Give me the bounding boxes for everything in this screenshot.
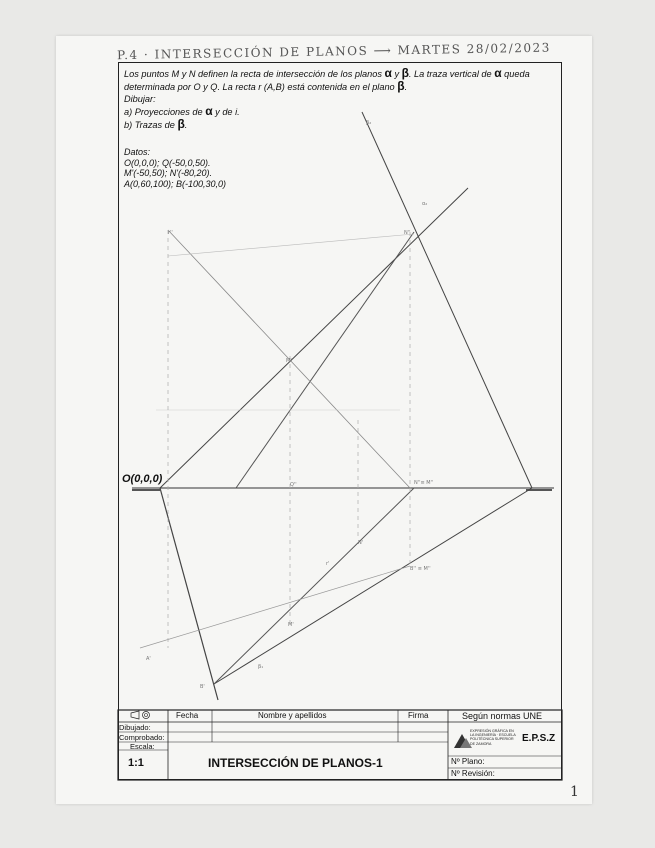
label-r2: r'' <box>168 230 173 236</box>
drawing-title: INTERSECCIÓN DE PLANOS-1 <box>208 756 383 770</box>
label-bq: B'' ≡ M'' <box>410 566 431 572</box>
problem-statement: Los puntos M y N definen la recta de intersección de los planos α y β. La traza vertical de α queda determinada por O y Q. La recta r (A,B) está contenida en el plano β. Dibujar: a) Proyecciones de α y de i. b) Trazas de β. <box>124 66 530 131</box>
label-q: Q'' <box>290 482 297 488</box>
label-r1: r' <box>326 561 330 567</box>
col-firma: Firma <box>408 711 429 720</box>
item-a: a) Proyecciones de <box>124 107 203 117</box>
datos-line1: O(0,0,0); Q(-50,0,50). <box>124 157 211 168</box>
alpha-symbol-3: α <box>205 104 213 118</box>
label-n1: N' <box>358 540 364 546</box>
statement-y: y <box>394 69 400 79</box>
alpha-symbol: α <box>384 66 392 80</box>
statement-line1-a: Los puntos M y N definen la recta de intersección de los planos <box>124 69 382 79</box>
comprobado-label: Comprobado: <box>119 733 165 742</box>
beta-symbol: β <box>401 66 409 80</box>
label-b1p: B' <box>200 684 205 690</box>
col-normas: Según normas UNE <box>462 711 543 721</box>
col-nombre: Nombre y apellidos <box>258 711 327 720</box>
item-b: b) Trazas de <box>124 120 175 130</box>
label-a1: A' <box>146 656 151 662</box>
projection-symbol-icon <box>131 711 139 719</box>
datos-line2: M'(-50,50); N'(-80,20). <box>124 168 212 178</box>
label-a2: α₂ <box>422 201 428 207</box>
label-n2: N'' <box>404 230 411 236</box>
handwritten-heading: P.4 · INTERSECCIÓN DE PLANOS ⟶ MARTES 28/02/2023 <box>116 40 551 63</box>
origin-label: O(0,0,0) <box>122 473 163 485</box>
label-b2: β₂ <box>366 120 372 126</box>
escala-value: 1:1 <box>128 757 144 769</box>
label-nm: N''≡ M'' <box>414 480 434 486</box>
statement-line2-a: determinada por O y Q. La recta r (A,B) está contenida en el plano <box>124 82 395 92</box>
item-a-end: y de i. <box>215 107 240 117</box>
plano-label: Nº Plano: <box>451 757 485 766</box>
logo-text: EXPRESIÓN GRÁFICA EN LA INGENIERÍA · ESCUELA POLITÉCNICA SUPERIOR DE ZAMORA <box>470 729 516 746</box>
label-b1: β₁ <box>258 664 264 670</box>
beta-symbol-3: β <box>177 117 185 131</box>
escala-label: Escala: <box>130 742 155 751</box>
statement-line1-c: queda <box>504 69 530 79</box>
label-m1: M' <box>288 622 294 628</box>
school-name: E.P.S.Z <box>522 733 556 744</box>
statement-line1-b: . La traza vertical de <box>408 69 492 79</box>
beta-symbol-2: β <box>397 79 405 93</box>
revision-label: Nº Revisión: <box>451 769 495 778</box>
datos-title: Datos: <box>124 147 151 157</box>
alpha-symbol-2: α <box>494 66 502 80</box>
label-m2: M'' <box>286 358 294 364</box>
datos-line3: A(0,60,100); B(-100,30,0) <box>124 178 227 189</box>
dibujar-label: Dibujar: <box>124 94 156 104</box>
col-fecha: Fecha <box>176 711 199 720</box>
page-number: 1 <box>570 784 579 800</box>
dibujado-label: Dibujado: <box>119 723 151 732</box>
